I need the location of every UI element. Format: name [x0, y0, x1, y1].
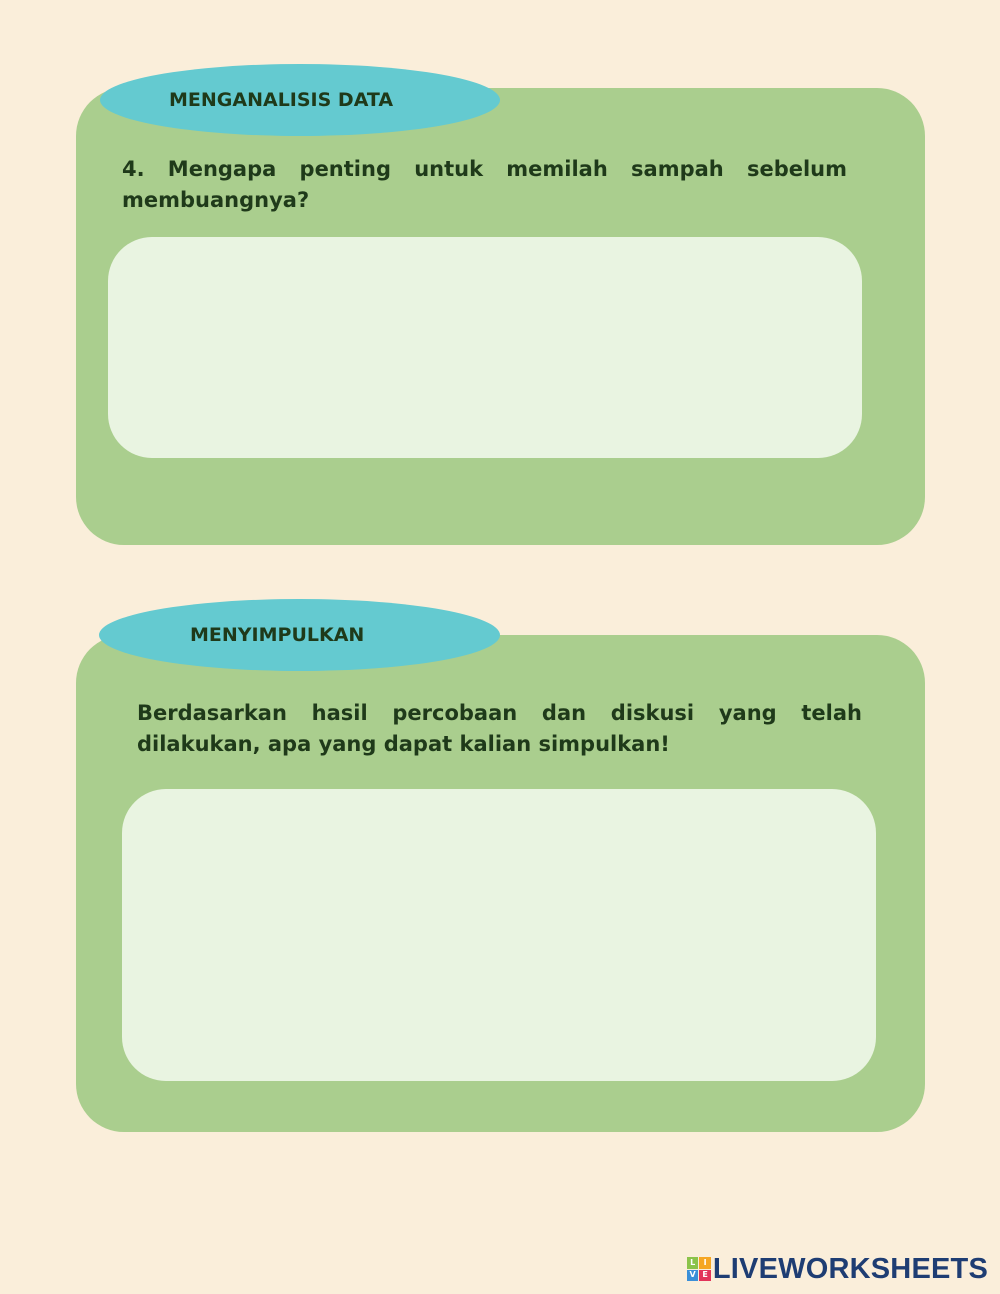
analysis-header-pill: [100, 64, 500, 136]
analysis-question: 4. Mengapa penting untuk memilah sampah sebelum membuangnya?: [122, 157, 847, 212]
conclusion-answer-field[interactable]: [122, 789, 876, 1081]
logo-letter-e: E: [699, 1270, 711, 1282]
analysis-answer-field[interactable]: [108, 237, 862, 458]
analysis-header-label: MENGANALISIS DATA: [169, 89, 394, 111]
conclusion-header-label: MENYIMPULKAN: [190, 624, 365, 646]
conclusion-header-pill: [99, 599, 500, 671]
logo-letter-l: L: [687, 1257, 699, 1269]
conclusion-question: Berdasarkan hasil percobaan dan diskusi yang telah dilakukan, apa yang dapat kalian simpulkan!: [137, 701, 862, 756]
liveworksheets-logo-icon: [687, 1257, 711, 1281]
logo-letter-v: V: [687, 1270, 699, 1282]
liveworksheets-logo[interactable]: [687, 1254, 988, 1284]
logo-letter-i: I: [699, 1257, 711, 1269]
liveworksheets-brand-text: LIVEWORKSHEETS: [712, 1252, 988, 1285]
